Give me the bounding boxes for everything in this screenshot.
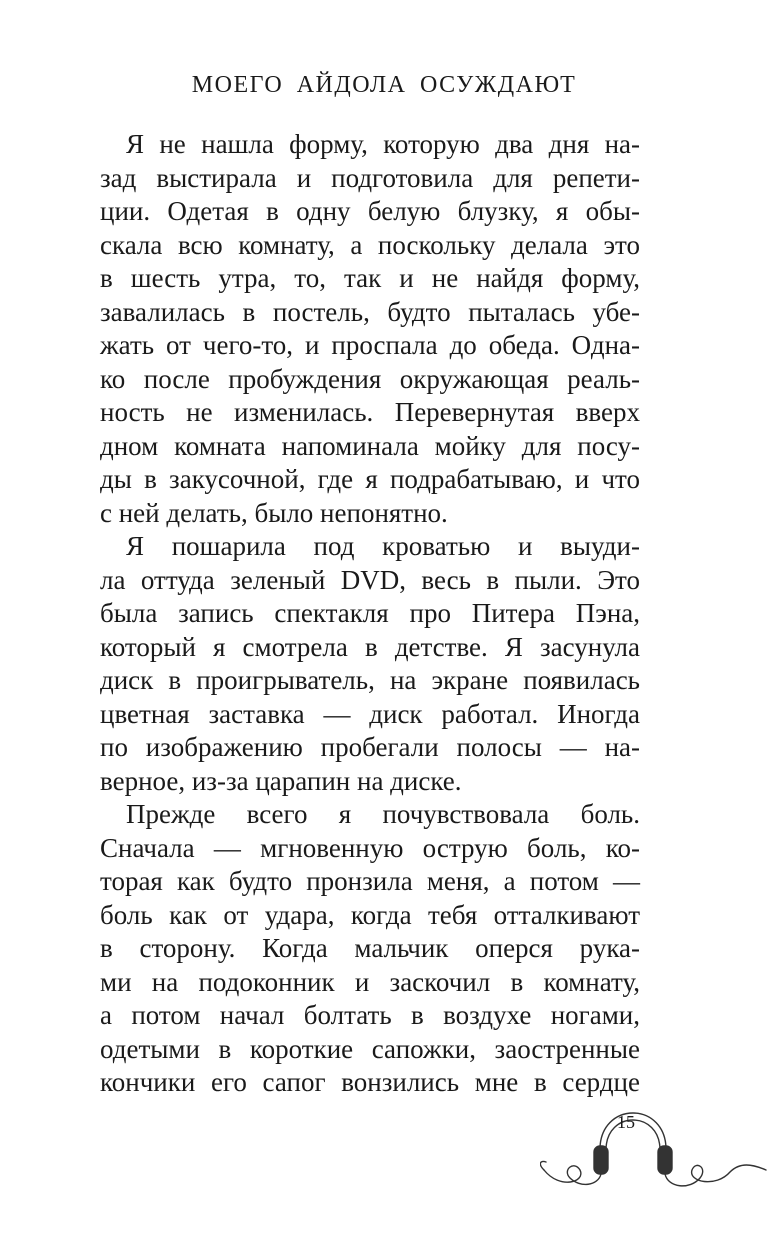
text-line: в шесть утра, то, так и не найдя форму, — [100, 263, 640, 293]
text-line: ла оттуда зеленый DVD, весь в пыли. Это — [100, 564, 640, 595]
text-line: ко после пробуждения окружающая реаль- — [100, 363, 640, 394]
text-line: одетыми в короткие сапожки, заостренные — [100, 1033, 640, 1064]
text-line: с ней делать, было непонятно. — [100, 497, 448, 528]
text-line: в сторону. Когда мальчик оперся рука- — [100, 933, 640, 963]
text-line: а потом начал болтать в воздухе ногами, — [100, 1000, 640, 1030]
text-line: цветная заставка — диск работал. Иногда — [100, 698, 640, 729]
text-line: скала всю комнату, а поскольку делала это — [100, 229, 640, 260]
text-line: торая как будто пронзила меня, а потом — — [100, 866, 640, 896]
text-line: Сначала — мгновенную острую боль, ко- — [100, 832, 640, 863]
text-line: ции. Одетая в одну белую блузку, я обы- — [100, 196, 640, 226]
text-line: ми на подоконник и заскочил в комнату, — [100, 966, 640, 997]
text-line: завалилась в постель, будто пыталась убе- — [100, 296, 640, 327]
text-line: диск в проигрыватель, на экране появилась — [100, 665, 640, 695]
page-number: 15 — [617, 1112, 635, 1132]
text-line: была запись спектакля про Питера Пэна, — [100, 598, 640, 628]
text-line: Я пошарила под кроватью и выуди- — [126, 531, 640, 561]
text-line: жать от чего-то, и проспала до обеда. Одна- — [100, 330, 640, 360]
headphones-icon — [540, 1090, 768, 1200]
text-line: Я не нашла форму, которую два дня на- — [126, 129, 640, 159]
body-text — [100, 128, 640, 1100]
text-line: ды в закусочной, где я подрабатываю, и что — [100, 464, 640, 494]
text-line: Прежде всего я почувствовала боль. — [126, 799, 640, 829]
text-line: по изображению пробегали полосы — на- — [100, 732, 640, 762]
text-line: кончики его сапог вонзились мне в сердце — [100, 1067, 640, 1097]
text-line: зад выстирала и подготовила для репети- — [100, 162, 640, 193]
text-line: ность не изменилась. Перевернутая вверх — [100, 397, 640, 427]
text-line: верное, из-за царапин на диске. — [100, 765, 462, 796]
text-line: боль как от удара, когда тебя отталкивают — [100, 899, 640, 930]
running-title: МОЕГО АЙДОЛА ОСУЖДАЮТ — [191, 72, 577, 98]
text-line: который я смотрела в детстве. Я засунула — [100, 631, 640, 662]
text-line: дном комната напоминала мойку для посу- — [100, 430, 640, 461]
